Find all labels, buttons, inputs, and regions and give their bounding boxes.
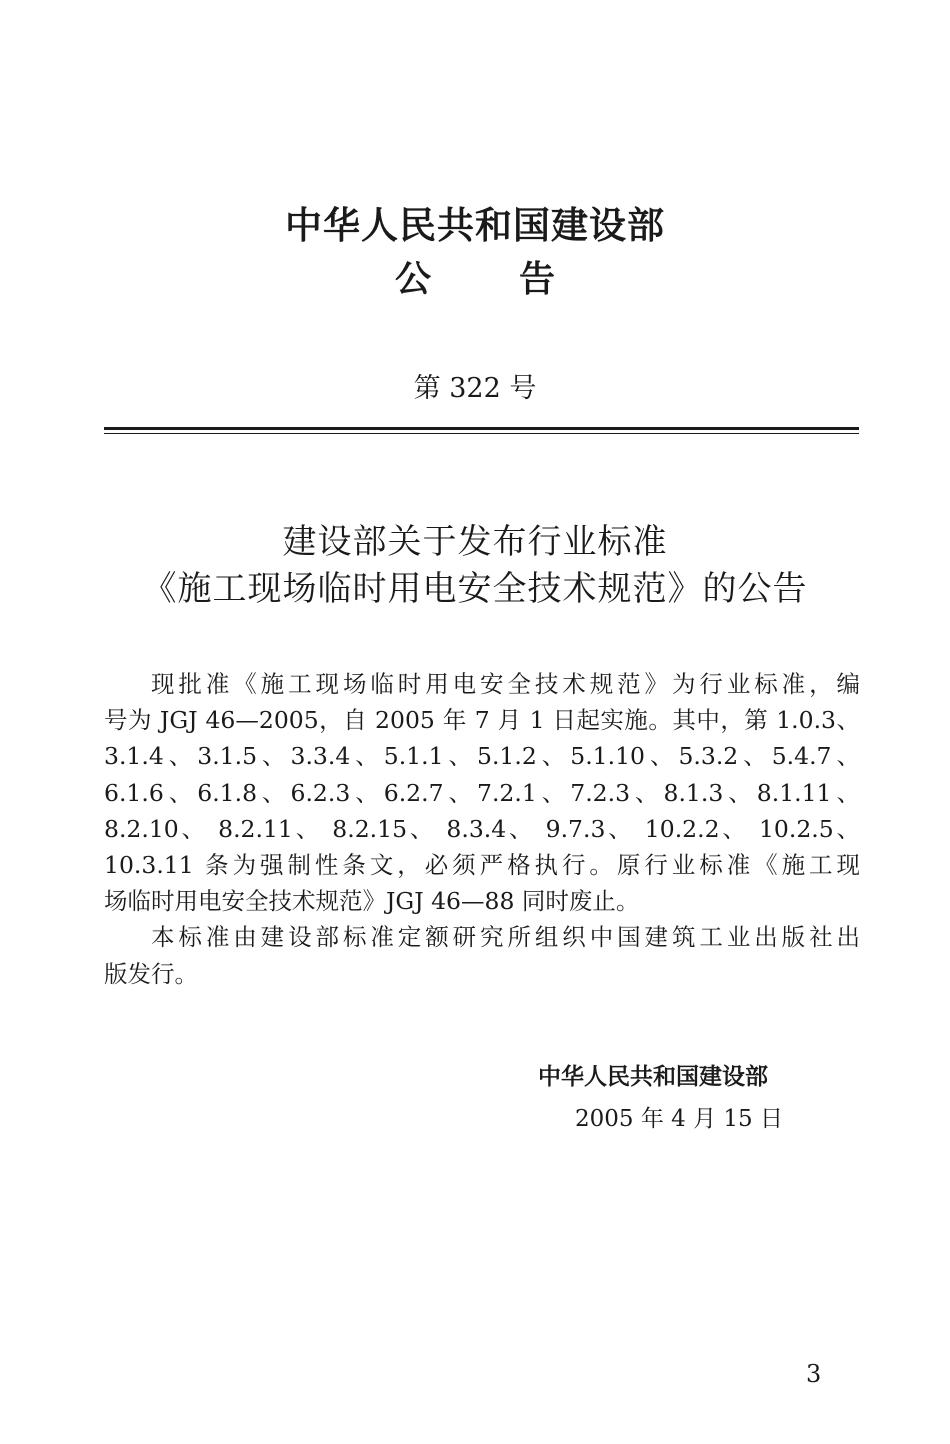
header-divider-thin [104,433,859,434]
body-line: 6.1.6、6.1.8、6.2.3、6.2.7、7.2.1、7.2.3、8.1.3、8.1.11、 [104,778,860,807]
body-line: 10.3.11 条为强制性条文，必须严格执行。原行业标准《施工现 [104,850,860,879]
page-number: 3 [806,1360,822,1388]
signature-issuer: 中华人民共和国建设部 [538,1064,768,1090]
body-line: 3.1.4、3.1.5、3.3.4、5.1.1、5.1.2、5.1.10、5.3.2、5.4.7、 [104,742,860,771]
body-line: 版发行。 [104,959,198,988]
announcement-heading-line-1: 建设部关于发布行业标准 [282,522,668,562]
body-line: 8.2.10、 8.2.11、 8.2.15、 8.3.4、 9.7.3、 10.2.2、 10.2.5、 [104,814,860,843]
body-line: 号为 JGJ 46—2005，自 2005 年 7 月 1 日起实施。其中，第 1.0.3、 [104,706,860,735]
body-line: 本标准由建设部标准定额研究所组织中国建筑工业出版社出 [151,923,860,952]
document-number: 第 322 号 [413,373,537,404]
body-line: 现批准《施工现场临时用电安全技术规范》为行业标准，编 [151,670,860,698]
announcement-heading-line-2: 《施工现场临时用电安全技术规范》的公告 [142,569,808,609]
signature-date: 2005 年 4 月 15 日 [575,1106,783,1132]
issuer-title: 中华人民共和国建设部 [285,204,665,247]
header-divider-thick [104,427,859,430]
announcement-body [104,666,860,992]
notice-label: 公告 [394,259,643,300]
body-line: 场临时用电安全技术规范》JGJ 46—88 同时废止。 [104,887,640,916]
